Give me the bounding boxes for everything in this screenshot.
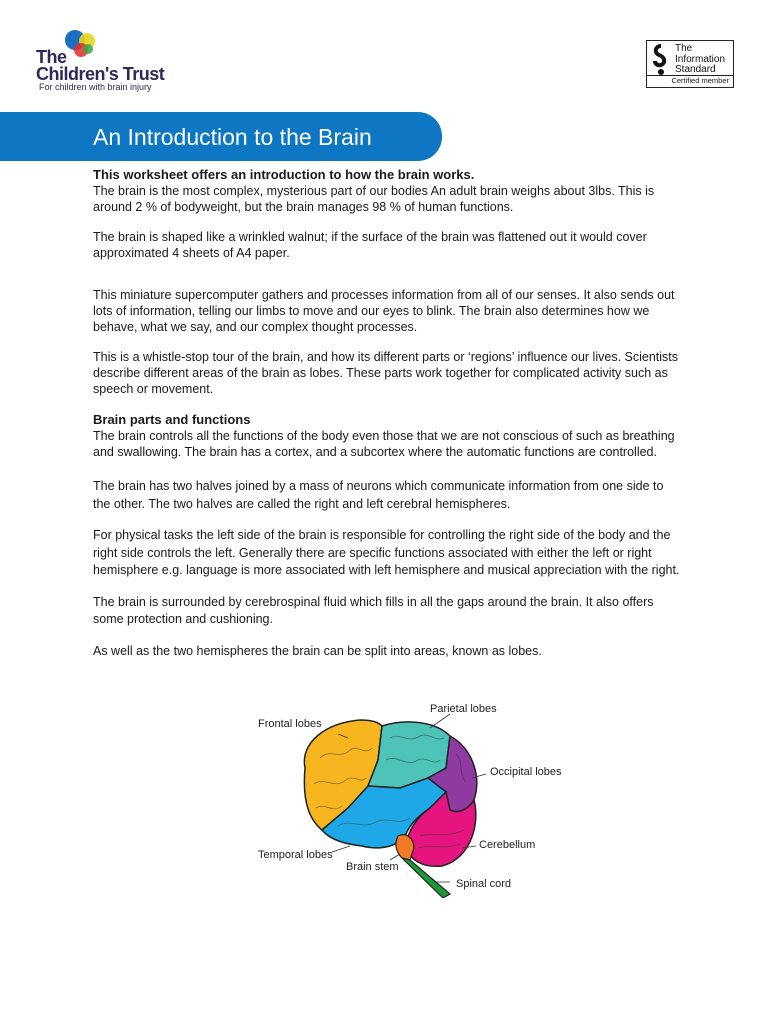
information-standard-icon [651,44,671,76]
logo-line2: Children's Trust [36,64,165,84]
brain-stem-shape [396,835,414,860]
parts-heading: Brain parts and functions [93,412,251,427]
logo-circles-icon [61,28,101,64]
information-standard-badge [646,40,734,88]
intro-paragraph: The brain is shaped like a wrinkled walnut; if the surface of the brain was flattened out it would cover approximated 4 sheets of A4 paper. [93,230,647,260]
frontal-lobes-label: Frontal lobes [258,718,322,730]
worksheet-content [93,166,683,660]
cerebellum-label: Cerebellum [479,839,536,851]
parts-paragraph: For physical tasks the left side of the brain is responsible for controlling the right side of the body and the right side controls the left. Generally there are specific functions associated with either the left or right hemisphere e.g. language is more associated with left hemisphere and musical appreciation with the right. [93,528,680,577]
childrens-trust-logo [36,28,186,94]
badge-footer: Certified member [647,75,733,87]
spinal-cord-label: Spinal cord [456,878,512,890]
parts-paragraph: As well as the two hemispheres the brain can be split into areas, known as lobes. [93,643,542,658]
brain-diagram [250,698,590,898]
badge-text: The Information Standard [675,43,726,75]
logo-tagline: For children with brain injury [39,82,152,92]
intro-heading: This worksheet offers an introduction to how the brain works. [93,167,475,182]
parts-paragraph: The brain is surrounded by cerebrospinal fluid which fills in all the gaps around the brain. It also offers some protection and cushioning. [93,594,654,626]
page-title: An Introduction to the Brain [93,124,372,150]
parts-paragraph: The brain has two halves joined by a mass of neurons which communicate information from one side to the other. The two halves are called the right and left cerebral hemispheres. [93,479,664,511]
intro-paragraph: The brain is the most complex, mysterious part of our bodies An adult brain weighs about 3lbs. This is around 2 % of bodyweight, but the brain manages 98 % of human functions. [93,184,655,214]
title-banner [0,112,442,161]
brain-stem-label: Brain stem [346,861,399,873]
logo-line1: The [36,47,67,67]
parts-paragraph: The brain controls all the functions of the body even those that we are not conscious of such as breathing and swallowing. The brain has a cortex, and a subcortex where the automatic functions are controlled. [93,429,675,459]
occipital-lobes-label: Occipital lobes [490,766,562,778]
parietal-lobes-label: Parietal lobes [430,703,497,715]
temporal-lobes-label: Temporal lobes [258,849,333,861]
intro-paragraph: This miniature supercomputer gathers and processes information from all of our senses. It also sends out lots of information, telling our limbs to move and our eyes to blink. The brain also determines how we behave, what we say, and our complex thought processes. [93,288,675,334]
intro-paragraph: This is a whistle-stop tour of the brain, and how its different parts or ‘regions’ influence our lives. Scientists describe different areas of the brain as lobes. These parts work together for complicated activity such as speech or movement. [93,350,679,396]
